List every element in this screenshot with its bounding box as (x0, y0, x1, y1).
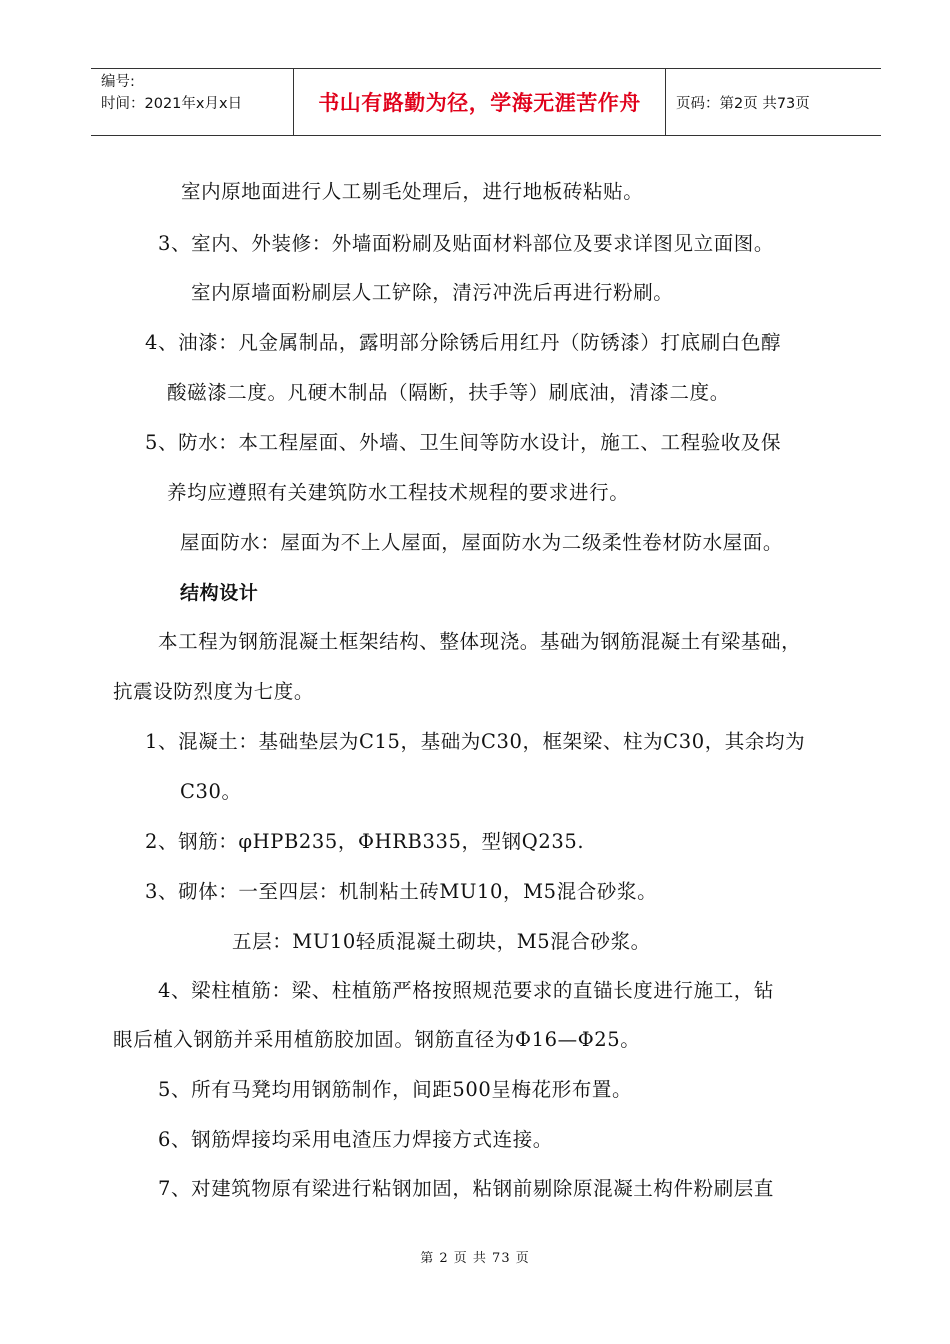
document-number-label: 编号: (101, 74, 135, 90)
body-line: 3、砌体：一至四层：机制粘土砖MU10，M5混合砂浆。 (145, 880, 658, 903)
body-line: 室内原墙面粉刷层人工铲除，清污冲洗后再进行粉刷。 (191, 281, 674, 304)
body-line: 3、室内、外装修：外墙面粉刷及贴面材料部位及要求详图见立面图。 (158, 232, 775, 255)
section-heading: 结构设计 (180, 582, 259, 604)
body-line: 抗震设防烈度为七度。 (113, 680, 315, 703)
body-line: 4、梁柱植筋：梁、柱植筋严格按照规范要求的直锚长度进行施工，钻 (158, 979, 775, 1002)
body-line: 室内原地面进行人工剔毛处理后，进行地板砖粘贴。 (181, 180, 644, 203)
body-line: 5、所有马凳均用钢筋制作，间距500呈梅花形布置。 (158, 1078, 633, 1101)
header-motto-cell (294, 69, 666, 135)
body-line: 1、混凝土：基础垫层为C15，基础为C30，框架梁、柱为C30，其余均为 (145, 730, 806, 753)
body-line: 6、钢筋焊接均采用电渣压力焊接方式连接。 (158, 1128, 553, 1151)
body-line: 7、对建筑物原有梁进行粘钢加固，粘钢前剔除原混凝土构件粉刷层直 (158, 1177, 775, 1200)
header-meta-cell (91, 69, 294, 135)
document-header (91, 68, 881, 136)
body-line: 眼后植入钢筋并采用植筋胶加固。钢筋直径为Φ16—Φ25。 (113, 1028, 641, 1051)
body-line: 4、油漆：凡金属制品，露明部分除锈后用红丹（防锈漆）打底刷白色醇 (145, 331, 782, 354)
body-line: 屋面防水：屋面为不上人屋面，屋面防水为二级柔性卷材防水屋面。 (180, 531, 784, 554)
header-page-cell (666, 69, 881, 135)
body-line: 2、钢筋：φHPB235，ΦHRB335，型钢Q235. (145, 830, 585, 853)
body-line: 酸磁漆二度。凡硬木制品（隔断，扶手等）刷底油，清漆二度。 (167, 381, 730, 404)
body-line: 养均应遵照有关建筑防水工程技术规程的要求进行。 (167, 481, 630, 504)
header-page-code: 页码：第2页 共73页 (676, 95, 810, 112)
body-line: 本工程为钢筋混凝土框架结构、整体现浇。基础为钢筋混凝土有梁基础， (158, 630, 802, 653)
page-footer: 第 2 页 共 73 页 (420, 1251, 530, 1266)
document-time-label: 时间：2021年x月x日 (101, 96, 243, 112)
body-line: C30。 (180, 780, 242, 803)
header-motto: 书山有路勤为径，学海无涯苦作舟 (318, 91, 641, 115)
body-line: 五层：MU10轻质混凝土砌块，M5混合砂浆。 (232, 930, 651, 953)
body-line: 5、防水：本工程屋面、外墙、卫生间等防水设计，施工、工程验收及保 (145, 431, 782, 454)
